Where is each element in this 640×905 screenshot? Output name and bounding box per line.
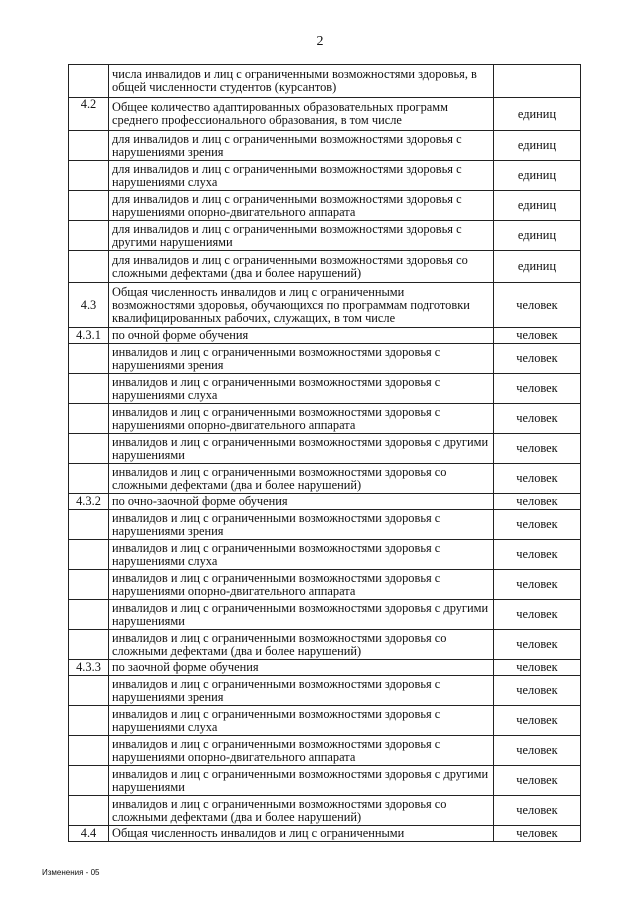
row-unit: единиц	[494, 98, 581, 131]
table-row	[69, 826, 581, 842]
row-number	[69, 676, 109, 706]
row-unit: единиц	[494, 191, 581, 221]
row-unit: человек	[494, 600, 581, 630]
row-indicator-text: инвалидов и лиц с ограниченными возможностями здоровья с нарушениями зрения	[109, 510, 494, 540]
table-row	[69, 660, 581, 676]
row-number	[69, 374, 109, 404]
table-body	[69, 65, 581, 842]
table-row	[69, 434, 581, 464]
row-number	[69, 796, 109, 826]
table-row	[69, 494, 581, 510]
table-row	[69, 283, 581, 328]
row-unit: единиц	[494, 221, 581, 251]
row-indicator-text: инвалидов и лиц с ограниченными возможностями здоровья с нарушениями зрения	[109, 344, 494, 374]
row-unit: человек	[494, 404, 581, 434]
row-number: 4.2	[69, 98, 109, 131]
row-indicator-text: инвалидов и лиц с ограниченными возможностями здоровья с нарушениями зрения	[109, 676, 494, 706]
row-unit: человек	[494, 736, 581, 766]
row-number	[69, 434, 109, 464]
table-row	[69, 630, 581, 660]
row-unit: человек	[494, 464, 581, 494]
table-row	[69, 676, 581, 706]
row-indicator-text: инвалидов и лиц с ограниченными возможностями здоровья со сложными дефектами (два и более нарушений)	[109, 464, 494, 494]
table-row	[69, 706, 581, 736]
table-row	[69, 600, 581, 630]
table-row	[69, 510, 581, 540]
table-row	[69, 766, 581, 796]
row-unit	[494, 65, 581, 98]
row-indicator-text: инвалидов и лиц с ограниченными возможностями здоровья с другими нарушениями	[109, 766, 494, 796]
row-number	[69, 540, 109, 570]
row-unit: человек	[494, 510, 581, 540]
row-indicator-text: инвалидов и лиц с ограниченными возможностями здоровья с нарушениями опорно-двигательного аппарата	[109, 570, 494, 600]
row-number	[69, 221, 109, 251]
table-row	[69, 540, 581, 570]
row-unit: человек	[494, 540, 581, 570]
row-number: 4.3.3	[69, 660, 109, 676]
row-number: 4.3.2	[69, 494, 109, 510]
row-indicator-text: Общая численность инвалидов и лиц с ограниченными	[109, 826, 494, 842]
row-number: 4.3	[69, 283, 109, 328]
row-number	[69, 736, 109, 766]
row-unit: человек	[494, 676, 581, 706]
row-unit: человек	[494, 660, 581, 676]
table-row	[69, 328, 581, 344]
row-number	[69, 131, 109, 161]
row-number	[69, 766, 109, 796]
row-indicator-text: Общая численность инвалидов и лиц с ограниченными возможностями здоровья, обучающихся по программам подготовки квалифицированных рабочих, служащих, в том числе	[109, 283, 494, 328]
row-indicator-text: инвалидов и лиц с ограниченными возможностями здоровья со сложными дефектами (два и более нарушений)	[109, 796, 494, 826]
row-number	[69, 191, 109, 221]
table-row	[69, 65, 581, 98]
table-row	[69, 374, 581, 404]
row-number	[69, 161, 109, 191]
row-unit: человек	[494, 766, 581, 796]
table-row	[69, 404, 581, 434]
row-indicator-text: для инвалидов и лиц с ограниченными возможностями здоровья с другими нарушениями	[109, 221, 494, 251]
table-row	[69, 736, 581, 766]
row-indicator-text: инвалидов и лиц с ограниченными возможностями здоровья с нарушениями слуха	[109, 374, 494, 404]
row-indicator-text: для инвалидов и лиц с ограниченными возможностями здоровья с нарушениями опорно-двигательного аппарата	[109, 191, 494, 221]
row-indicator-text: инвалидов и лиц с ограниченными возможностями здоровья с нарушениями опорно-двигательного аппарата	[109, 736, 494, 766]
row-indicator-text: для инвалидов и лиц с ограниченными возможностями здоровья с нарушениями зрения	[109, 131, 494, 161]
row-indicator-text: инвалидов и лиц с ограниченными возможностями здоровья с нарушениями опорно-двигательного аппарата	[109, 404, 494, 434]
row-unit: человек	[494, 283, 581, 328]
row-unit: человек	[494, 826, 581, 842]
row-number	[69, 570, 109, 600]
table-row	[69, 344, 581, 374]
row-number: 4.3.1	[69, 328, 109, 344]
row-number	[69, 65, 109, 98]
indicator-table	[68, 64, 581, 842]
row-unit: единиц	[494, 161, 581, 191]
page-number: 2	[316, 34, 324, 49]
row-unit: человек	[494, 344, 581, 374]
table-row	[69, 131, 581, 161]
row-number	[69, 344, 109, 374]
row-unit: человек	[494, 434, 581, 464]
row-indicator-text: по очной форме обучения	[109, 328, 494, 344]
table-row	[69, 221, 581, 251]
row-indicator-text: инвалидов и лиц с ограниченными возможностями здоровья с другими нарушениями	[109, 434, 494, 464]
table-row	[69, 570, 581, 600]
row-indicator-text: для инвалидов и лиц с ограниченными возможностями здоровья с нарушениями слуха	[109, 161, 494, 191]
row-indicator-text: инвалидов и лиц с ограниченными возможностями здоровья со сложными дефектами (два и более нарушений)	[109, 630, 494, 660]
row-number	[69, 464, 109, 494]
row-unit: человек	[494, 328, 581, 344]
row-number	[69, 404, 109, 434]
row-unit: человек	[494, 570, 581, 600]
table-row	[69, 251, 581, 283]
row-unit: единиц	[494, 131, 581, 161]
row-number	[69, 706, 109, 736]
row-indicator-text: по заочной форме обучения	[109, 660, 494, 676]
footer-revision: Изменения - 05	[42, 868, 100, 877]
row-unit: человек	[494, 706, 581, 736]
row-indicator-text: инвалидов и лиц с ограниченными возможностями здоровья с нарушениями слуха	[109, 540, 494, 570]
row-indicator-text: по очно-заочной форме обучения	[109, 494, 494, 510]
row-unit: человек	[494, 796, 581, 826]
table-row	[69, 464, 581, 494]
table-row	[69, 796, 581, 826]
table-row	[69, 191, 581, 221]
table-row	[69, 98, 581, 131]
row-unit: человек	[494, 494, 581, 510]
row-unit: человек	[494, 630, 581, 660]
row-indicator-text: инвалидов и лиц с ограниченными возможностями здоровья с другими нарушениями	[109, 600, 494, 630]
row-unit: человек	[494, 374, 581, 404]
row-number: 4.4	[69, 826, 109, 842]
row-number	[69, 251, 109, 283]
row-indicator-text: числа инвалидов и лиц с ограниченными возможностями здоровья, в общей численности студентов (курсантов)	[109, 65, 494, 98]
row-indicator-text: Общее количество адаптированных образовательных программ среднего профессионального образования, в том числе	[109, 98, 494, 131]
row-indicator-text: инвалидов и лиц с ограниченными возможностями здоровья с нарушениями слуха	[109, 706, 494, 736]
table-row	[69, 161, 581, 191]
row-number	[69, 630, 109, 660]
row-indicator-text: для инвалидов и лиц с ограниченными возможностями здоровья со сложными дефектами (два и более нарушений)	[109, 251, 494, 283]
row-number	[69, 510, 109, 540]
row-unit: единиц	[494, 251, 581, 283]
row-number	[69, 600, 109, 630]
